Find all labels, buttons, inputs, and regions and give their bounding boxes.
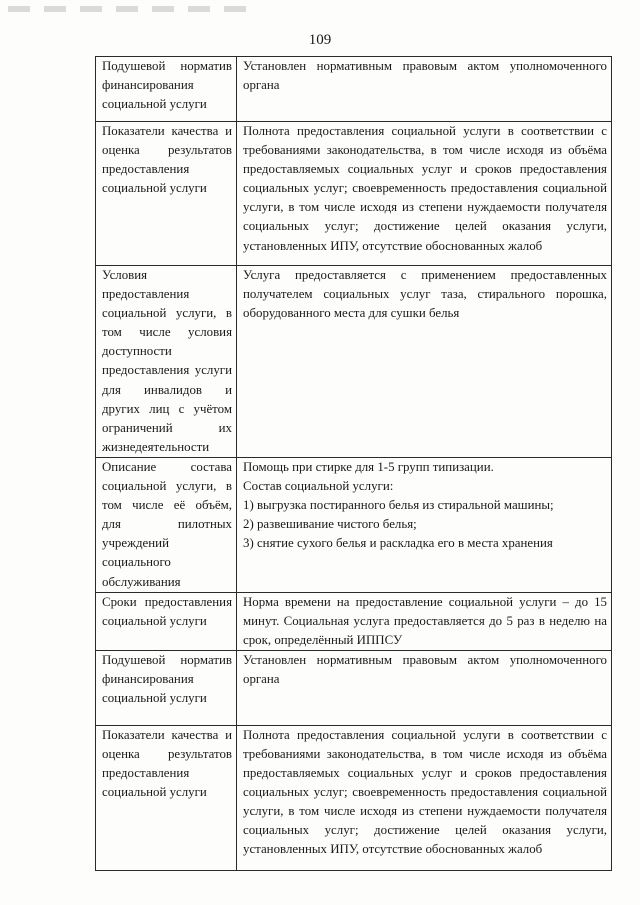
- row-label: Описание состава социальной услуги, в том числе её объём, для пилотных учреждений социального обслуживания: [96, 457, 237, 592]
- row-text: Норма времени на предоставление социальной услуги – до 15 минут. Социальная услуга предоставляется до 5 раз в неделю на срок, определённый ИППСУ: [237, 592, 612, 650]
- row-label: Подушевой норматив финансирования социальной услуги: [96, 57, 237, 122]
- table-row: [96, 592, 612, 650]
- row-line: Помощь при стирке для 1-5 групп типизации.: [243, 459, 494, 474]
- row-text: Услуга предоставляется с применением предоставленных получателем социальных услуг таза, стирального порошка, оборудованного места для сушки белья: [237, 266, 612, 458]
- row-label: Показатели качества и оценка результатов предоставления социальной услуги: [96, 122, 237, 266]
- row-text: Установлен нормативным правовым актом уполномоченного органа: [237, 650, 612, 725]
- row-text: Полнота предоставления социальной услуги в соответствии с требованиями законодательства, в том числе исходя из объёма предоставляемых социальных услуг и сроков предоставления социальных услуг; своевременность предоставления социальной услуги, в том числе исходя из степени нуждаемости получателя социальных услуг; достижение целей оказания услуги, установленных ИПУ, отсутствие обоснованных жалоб: [237, 122, 612, 266]
- row-text: Установлен нормативным правовым актом уполномоченного органа: [237, 57, 612, 122]
- row-label: Подушевой норматив финансирования социальной услуги: [96, 650, 237, 725]
- row-label: Показатели качества и оценка результатов предоставления социальной услуги: [96, 725, 237, 870]
- row-line: 1) выгрузка постиранного белья из стиральной машины;: [243, 498, 554, 513]
- scan-header-artifact: [8, 6, 248, 12]
- row-line: 2) развешивание чистого белья;: [243, 517, 417, 532]
- row-line: 3) снятие сухого белья и раскладка его в места хранения: [243, 536, 553, 551]
- row-label: Сроки предоставления социальной услуги: [96, 592, 237, 650]
- row-label: Условия предоставления социальной услуги, в том числе условия доступности предоставления услуги для инвалидов и других лиц с учётом ограничений их жизнедеятельности: [96, 266, 237, 458]
- table-row: [96, 650, 612, 725]
- row-text: [237, 457, 612, 592]
- page-number: 109: [308, 32, 332, 48]
- table-row: [96, 725, 612, 870]
- service-table: [95, 56, 612, 871]
- table-row: [96, 457, 612, 592]
- row-line: Состав социальной услуги:: [243, 479, 394, 494]
- row-text: Полнота предоставления социальной услуги в соответствии с требованиями законодательства, в том числе исходя из объёма предоставляемых социальных услуг и сроков предоставления социальных услуг; своевременность предоставления социальной услуги, в том числе исходя из степени нуждаемости получателя социальных услуг; достижение целей оказания услуги, установленных ИПУ, отсутствие обоснованных жалоб: [237, 725, 612, 870]
- table-row: [96, 57, 612, 122]
- table-row: [96, 266, 612, 458]
- table-row: [96, 122, 612, 266]
